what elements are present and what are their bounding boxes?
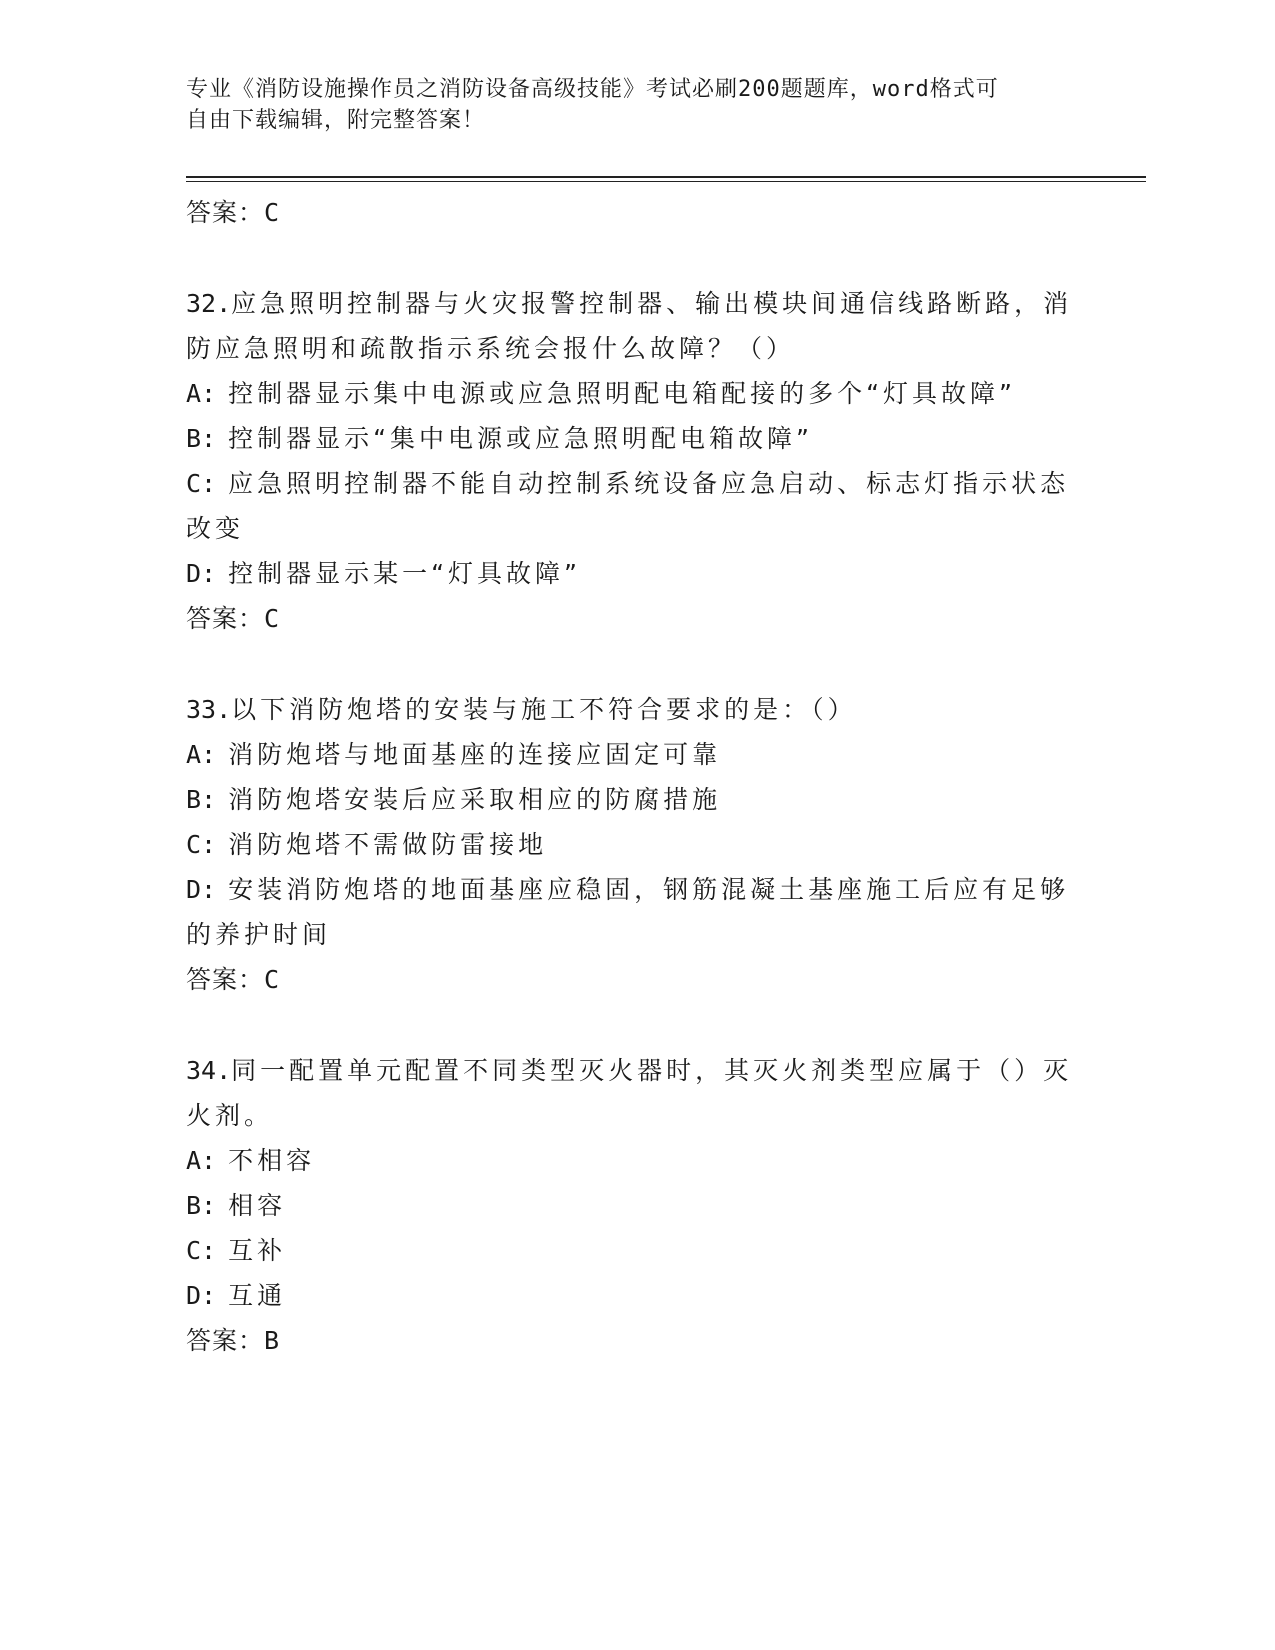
option-key: D: <box>186 559 217 588</box>
option-d <box>186 1273 1086 1318</box>
question-stem <box>186 687 1086 732</box>
option-a <box>186 1138 1086 1183</box>
option-text: 互通 <box>228 1281 287 1310</box>
option-text: 消防炮塔与地面基座的连接应固定可靠 <box>228 740 722 769</box>
option-c <box>186 1228 1086 1273</box>
option-text: 互补 <box>228 1236 287 1265</box>
header-line-2: 自由下载编辑，附完整答案！ <box>186 108 486 133</box>
question-number: 32. <box>186 289 232 318</box>
option-c <box>186 461 1086 551</box>
option-c <box>186 822 1086 867</box>
question-answer <box>186 1318 1086 1363</box>
option-text: 安装消防炮塔的地面基座应稳固，钢筋混凝土基座施工后应有足够的养护时间 <box>186 875 1070 949</box>
header-line-1: 专业《消防设施操作员之消防设备高级技能》考试必刷200题题库，word格式可 <box>186 77 999 102</box>
option-key: D: <box>186 1281 217 1310</box>
question-text: 以下消防炮塔的安装与施工不符合要求的是：（） <box>231 695 857 724</box>
option-key: C: <box>186 1236 217 1265</box>
option-text: 应急照明控制器不能自动控制系统设备应急启动、标志灯指示状态改变 <box>186 469 1070 543</box>
answer-value: C <box>264 965 281 994</box>
option-text: 消防炮塔安装后应采取相应的防腐措施 <box>228 785 722 814</box>
option-b <box>186 1183 1086 1228</box>
answer-value: C <box>264 604 281 633</box>
header-divider-thick <box>186 176 1146 178</box>
answer-label: 答案： <box>186 198 265 227</box>
option-key: A: <box>186 379 217 408</box>
option-text: 控制器显示集中电源或应急照明配电箱配接的多个“灯具故障” <box>228 379 1016 408</box>
answer-label: 答案： <box>186 1326 265 1355</box>
option-key: A: <box>186 1146 217 1175</box>
question-answer <box>186 957 1086 1002</box>
answer-label: 答案： <box>186 604 265 633</box>
option-text: 控制器显示某一“灯具故障” <box>228 559 581 588</box>
answer-value: C <box>264 198 281 227</box>
previous-answer <box>186 190 1086 235</box>
option-d <box>186 867 1086 957</box>
option-a <box>186 371 1086 416</box>
question-text: 同一配置单元配置不同类型灭火器时，其灭火剂类型应属于（）灭火剂。 <box>186 1056 1073 1130</box>
question-32 <box>186 281 1086 641</box>
option-d <box>186 551 1086 596</box>
question-list <box>186 190 1086 1363</box>
answer-label: 答案： <box>186 965 265 994</box>
option-key: B: <box>186 1191 217 1220</box>
document-header <box>186 74 1066 136</box>
question-stem <box>186 281 1086 371</box>
option-key: B: <box>186 424 217 453</box>
option-text: 消防炮塔不需做防雷接地 <box>228 830 548 859</box>
option-a <box>186 732 1086 777</box>
header-divider-thin <box>186 181 1146 182</box>
option-b <box>186 777 1086 822</box>
option-text: 不相容 <box>228 1146 316 1175</box>
option-key: D: <box>186 875 217 904</box>
question-34 <box>186 1048 1086 1363</box>
option-key: C: <box>186 469 217 498</box>
option-key: A: <box>186 740 217 769</box>
option-b <box>186 416 1086 461</box>
option-key: C: <box>186 830 217 859</box>
question-number: 33. <box>186 695 232 724</box>
question-answer <box>186 596 1086 641</box>
option-key: B: <box>186 785 217 814</box>
option-text: 控制器显示“集中电源或应急照明配电箱故障” <box>228 424 813 453</box>
answer-value: B <box>264 1326 281 1355</box>
question-text: 应急照明控制器与火灾报警控制器、输出模块间通信线路断路，消防应急照明和疏散指示系统会报什么故障？（） <box>186 289 1073 363</box>
option-text: 相容 <box>228 1191 287 1220</box>
question-stem <box>186 1048 1086 1138</box>
question-33 <box>186 687 1086 1002</box>
question-number: 34. <box>186 1056 232 1085</box>
